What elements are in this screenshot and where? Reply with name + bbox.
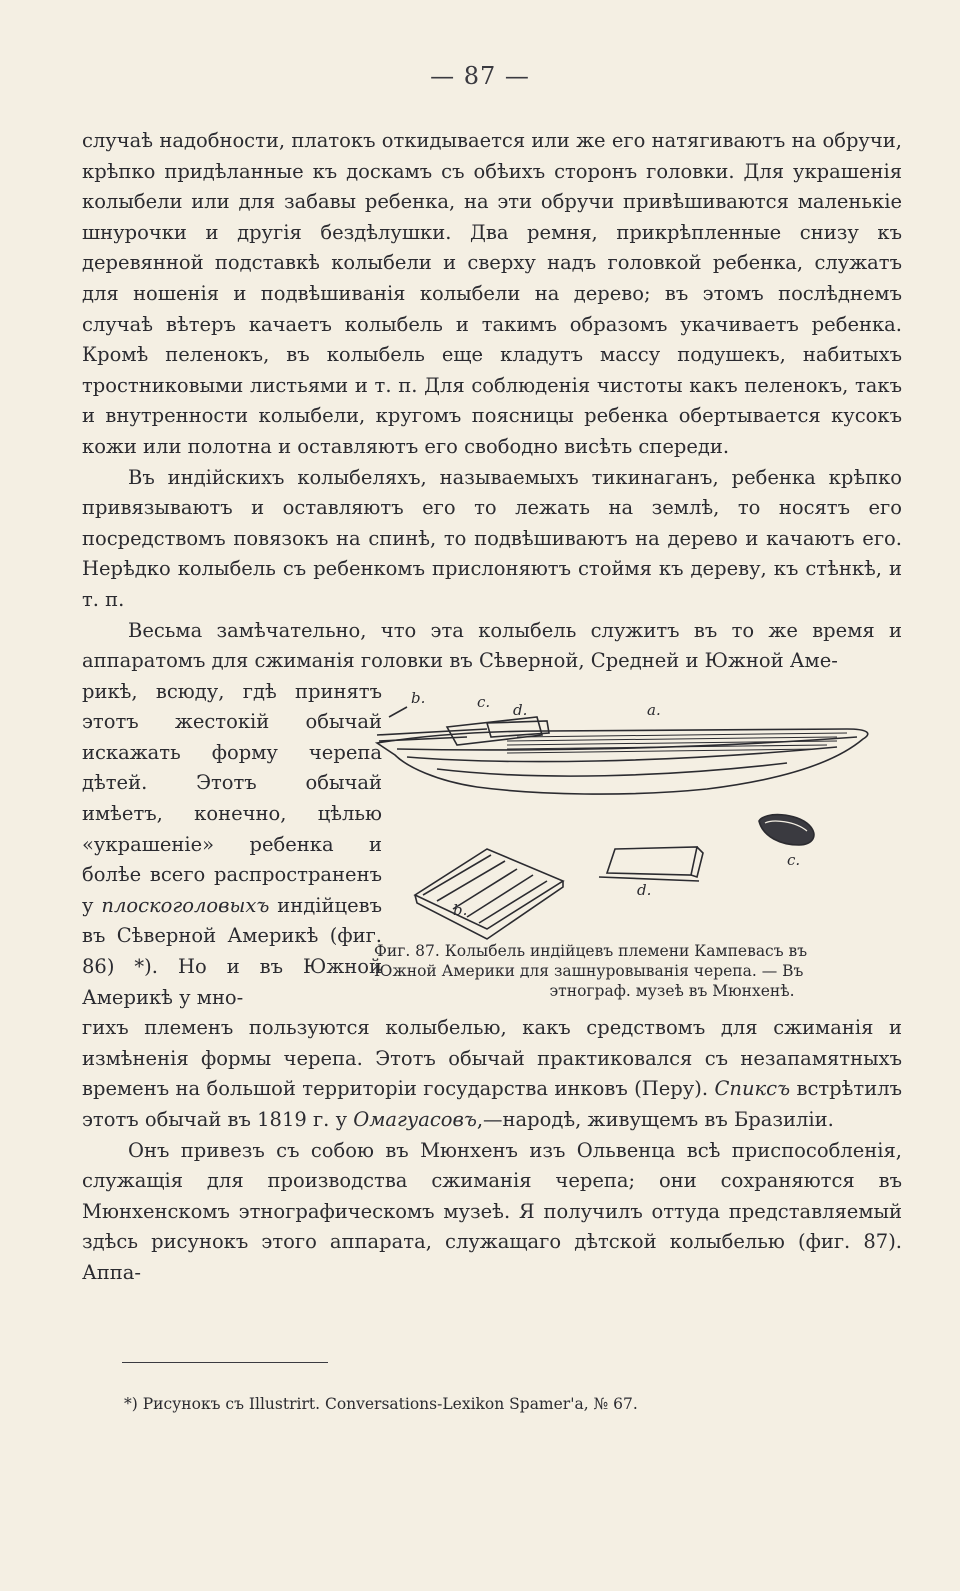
tail-italic-omaguas: Омагуасовъ (353, 1108, 477, 1131)
cradle-board-shape (377, 729, 868, 794)
caption-line-1: Фиг. 87. Колыбель индійцевъ племени Кампевасъ въ (374, 941, 808, 960)
footnote-divider (122, 1362, 328, 1363)
tail-text-a: гихъ племенъ пользуются колыбелью, какъ средствомъ для сжиманія и измѣненія формы черепа. Этотъ обычай практиковался съ незапамятныхъ временъ на большой территоріи государства инковъ (Перу). (82, 1016, 902, 1101)
piece-d-shape (607, 847, 697, 875)
figure-caption (374, 941, 960, 1001)
wrapped-text-b: индійцевъ въ Сѣверной Америкѣ (фиг. 86) *). Но и въ Южной Америкѣ у мно- (82, 893, 382, 1009)
paragraph-2: Въ индійскихъ колыбеляхъ, называемыхъ тикинаганъ, ребенка крѣпко привязываютъ и оставляютъ его то лежать на землѣ, то носятъ его посредствомъ повязокъ на спинѣ, то подвѣшиваютъ на дерево и качаютъ его. Нерѣдко колыбель съ ребенкомъ прислоняютъ стоймя къ дереву, къ стѣнкѣ, и т. п. (82, 465, 902, 611)
tail-italic-spix: Спиксъ (714, 1077, 791, 1101)
fig-label-b-bottom: b. (453, 900, 468, 919)
footnote: *) Рисунокъ съ Illustrirt. Conversations-Lexikon Spamer'a, № 67. (124, 1395, 638, 1413)
paragraph-3-intro: Весьма замѣчательно, что эта колыбель служитъ въ то же время и аппаратомъ для сжиманія головки въ Сѣверной, Средней и Южной Аме- (82, 618, 902, 673)
tail-text-b: встрѣтилъ этотъ обычай въ 1819 г. у (82, 1077, 902, 1131)
caption-line-2: Южной Америки для зашнуровыванія черепа. — Въ (374, 961, 804, 980)
fig-label-c-top: c. (477, 692, 491, 711)
page-number: — 87 — (430, 62, 530, 90)
tail-text-c: ,—народѣ, живущемъ въ Бразиліи. (476, 1108, 834, 1131)
paragraph-3-tail (82, 1013, 902, 1135)
fig-label-c-bottom: c. (787, 850, 801, 869)
fig-label-d-top: d. (513, 700, 528, 719)
fig-label-b-top: b. (411, 688, 426, 707)
fig-label-d-bottom: d. (637, 880, 652, 899)
paragraph-4: Онъ привезъ съ собою въ Мюнхенъ изъ Ольвенца всѣ приспособленія, служащія для производства сжиманія черепа; они сохраняются въ Мюнхенскомъ этнографическомъ музеѣ. Я получилъ оттуда представляемый здѣсь рисунокъ этого аппарата, служащаго дѣтской колыбелью (фиг. 87). Аппа- (82, 1138, 902, 1284)
wrapped-text-italic: плоскоголовыхъ (101, 893, 270, 917)
body-text (82, 126, 902, 1289)
wrapped-text-column (82, 677, 382, 1014)
paragraph-1: случаѣ надобности, платокъ откидывается или же его натягиваютъ на обручи, крѣпко придѣланные къ доскамъ съ обѣихъ сторонъ головки. Для украшенія колыбели или для забавы ребенка, на эти обручи привѣшиваются маленькіе шнурочки и другія бездѣлушки. Два ремня, прикрѣпленные снизу къ деревянной подставкѣ колыбели и сверху надъ головкой ребенка, служатъ для ношенія и подвѣшиванія колыбели на дерево; въ этомъ послѣднемъ случаѣ вѣтеръ качаетъ колыбель и такимъ образомъ укачиваетъ ребенка. Кромѣ пеленокъ, въ колыбель еще кладутъ массу подушекъ, набитыхъ тростниковыми листьями и т. п. Для соблюденія чистоты какъ пеленокъ, такъ и внутренности колыбели, кругомъ поясницы ребенка обертывается кусокъ кожи или полотна и оставляютъ его свободно висѣть спереди. (82, 129, 902, 458)
fig-label-a-top: a. (647, 700, 661, 719)
caption-line-3: этнограф. музеѣ въ Мюнхенѣ. (549, 981, 795, 1000)
wrapped-text-a: рикѣ, всюду, гдѣ принятъ этотъ жестокій обычай искажать форму черепа дѣтей. Этотъ обычай имѣетъ, конечно, цѣлью «украшеніе» ребенка и болѣе всего распространенъ у (82, 679, 382, 917)
figure-wrap-block (82, 677, 902, 1014)
